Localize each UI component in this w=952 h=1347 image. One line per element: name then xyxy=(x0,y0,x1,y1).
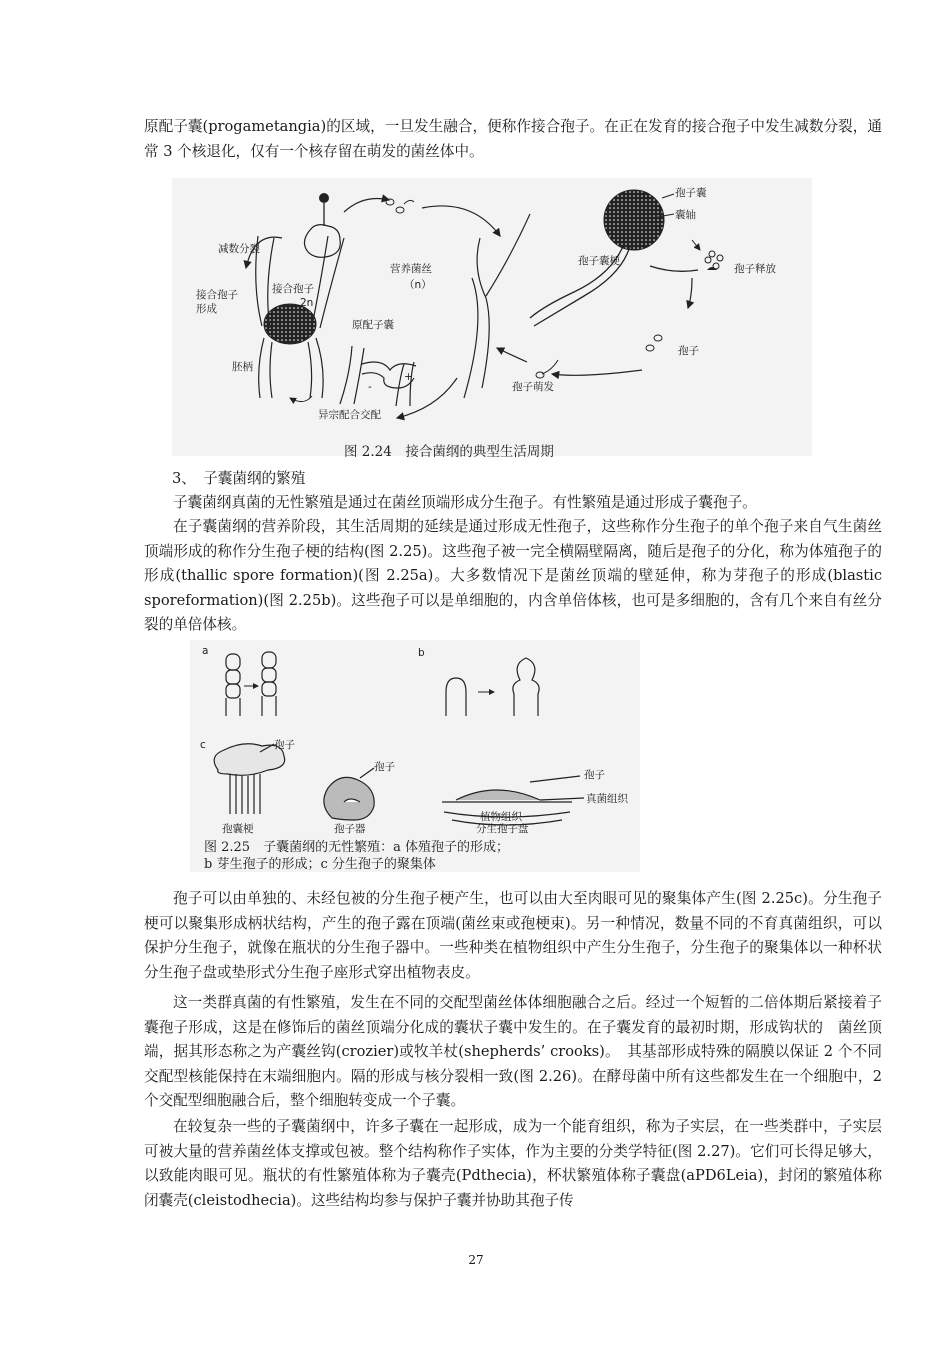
figure-2-25-caption-line1: 图 2.25 子囊菌纲的无性繁殖：a 体殖孢子的形成； xyxy=(204,840,509,855)
label-progametangium: 原配子囊 xyxy=(352,319,394,331)
figure-2-24 xyxy=(172,178,812,460)
label-spore-c1: 孢子 xyxy=(274,739,295,751)
label-zygospore: 接合孢子 xyxy=(272,283,314,295)
figure-2-25 xyxy=(190,640,640,872)
label-sporangium: 孢子囊 xyxy=(675,187,707,199)
paragraph-2: 子囊菌纲真菌的无性繁殖是通过在菌丝顶端形成分生孢子。有性繁殖是通过形成子囊孢子。 xyxy=(173,494,757,511)
label-spore-c2: 孢子 xyxy=(374,761,395,773)
label-vegetative-hyphae: 营养菌丝 xyxy=(390,263,432,275)
figure-2-24-caption: 图 2.24 接合菌纲的典型生活周期 xyxy=(344,444,554,460)
label-haploid: （n） xyxy=(404,279,432,291)
label-panel-c: c xyxy=(200,739,206,751)
paragraph-3: 在子囊菌纲的营养阶段，其生活周期的延续是通过形成无性孢子，这些称作分生孢子的单个孢子来自气生菌丝顶端形成的称作分生孢子梗的结构(图 2.25)。这些孢子被一完全横隔壁隔离，随后是孢子的分化，称为体殖孢子的形成(thallic spore formation)(图 2.25a)。大多数情况下是菌丝顶端的壁延伸，称为芽孢子的形成(blastic sporeformation)(图 2.25b)。这些孢子可以是单细胞的，内含单倍体核，也可是多细胞的，含有几个来自有丝分裂的单倍体核。 xyxy=(144,518,882,633)
label-plus: + xyxy=(404,371,413,383)
label-heterothallic-mating: 异宗配合交配 xyxy=(318,409,381,421)
zygomycete-life-cycle-diagram xyxy=(172,178,812,456)
label-panel-b: b xyxy=(418,647,425,659)
label-zygospore-formation-2: 形成 xyxy=(196,303,217,315)
label-sporangiophore: 孢子囊梗 xyxy=(578,255,620,267)
label-pycnidium: 孢子器 xyxy=(334,823,366,835)
label-zygospore-formation-1: 接合孢子 xyxy=(196,289,238,301)
label-meiosis: 减数分裂 xyxy=(218,243,260,255)
label-spore-release: 孢子释放 xyxy=(734,263,776,275)
label-spore-germination: 孢子萌发 xyxy=(512,381,554,393)
label-panel-a: a xyxy=(202,645,209,657)
label-host-tissue: 植物组织 xyxy=(480,811,522,823)
paragraph-1: 原配子囊(progametangia)的区域，一旦发生融合，便称作接合孢子。在正在发育的接合孢子中发生减数分裂，通常 3 个核退化，仅有一个核存留在萌发的菌丝体中。 xyxy=(144,118,882,160)
label-suspensor: 胚柄 xyxy=(232,361,253,373)
label-spore-c3: 孢子 xyxy=(584,769,605,781)
section-heading: 3、 子囊菌纲的繁殖 xyxy=(172,470,306,487)
label-columella: 囊轴 xyxy=(675,209,696,221)
paragraph-6: 在较复杂一些的子囊菌纲中，许多子囊在一起形成，成为一个能育组织，称为子实层，在一些类群中，子实层可被大量的营养菌丝体支撑或包被。整个结构称作子实体，作为主要的分类学特征(图 2.27)。它们可长得足够大，以致能肉眼可见。瓶状的有性繁殖体称为子囊壳(Pdthecia)，杯状繁殖体称子囊盘(aPD6Leia)，封闭的繁殖体称闭囊壳(cleistodhecia)。这些结构均参与保护子囊并协助其孢子传 xyxy=(144,1118,882,1209)
label-synnema: 孢囊梗 xyxy=(222,823,254,835)
label-spore: 孢子 xyxy=(678,345,699,357)
figure-2-25-caption-line2: b 芽生孢子的形成；c 分生孢子的聚集体 xyxy=(204,857,436,872)
paragraph-4: 孢子可以由单独的、未经包被的分生孢子梗产生，也可以由大至肉眼可见的聚集体产生(图 2.25c)。分生孢子梗可以聚集形成柄状结构，产生的孢子露在顶端(菌丝束或孢梗束)。另一种情况，数量不同的不育真菌组织，可以保护分生孢子，就像在瓶状的分生孢子器中。一些种类在植物组织中产生分生孢子，分生孢子的聚集体以一种杯状分生孢子盘或垫形式分生孢子座形式穿出植物表皮。 xyxy=(144,890,882,981)
paragraph-5: 这一类群真菌的有性繁殖，发生在不同的交配型菌丝体体细胞融合之后。经过一个短暂的二倍体期后紧接着子囊孢子形成，这是在修饰后的菌丝顶端分化成的囊状子囊中发生的。在子囊发育的最初时期，形成钩状的 菌丝顶端，据其形态称之为产囊丝钩(crozier)或牧羊杖(shepherds’ crooks)。 其基部形成特殊的隔膜以保证 2 个不同交配型核能保持在末端细胞内。隔的形成与核分裂相一致(图 2.26)。在酵母菌中所有这些都发生在一个细胞中，2 个交配型细胞融合后，整个细胞转变成一个子囊。 xyxy=(144,994,882,1109)
label-diploid: 2n xyxy=(300,297,314,309)
page-number: 27 xyxy=(468,1253,484,1267)
label-minus: - xyxy=(368,381,372,393)
label-acervulus: 分生孢子盘 xyxy=(476,823,529,835)
label-fungal-tissue: 真菌组织 xyxy=(586,793,628,805)
